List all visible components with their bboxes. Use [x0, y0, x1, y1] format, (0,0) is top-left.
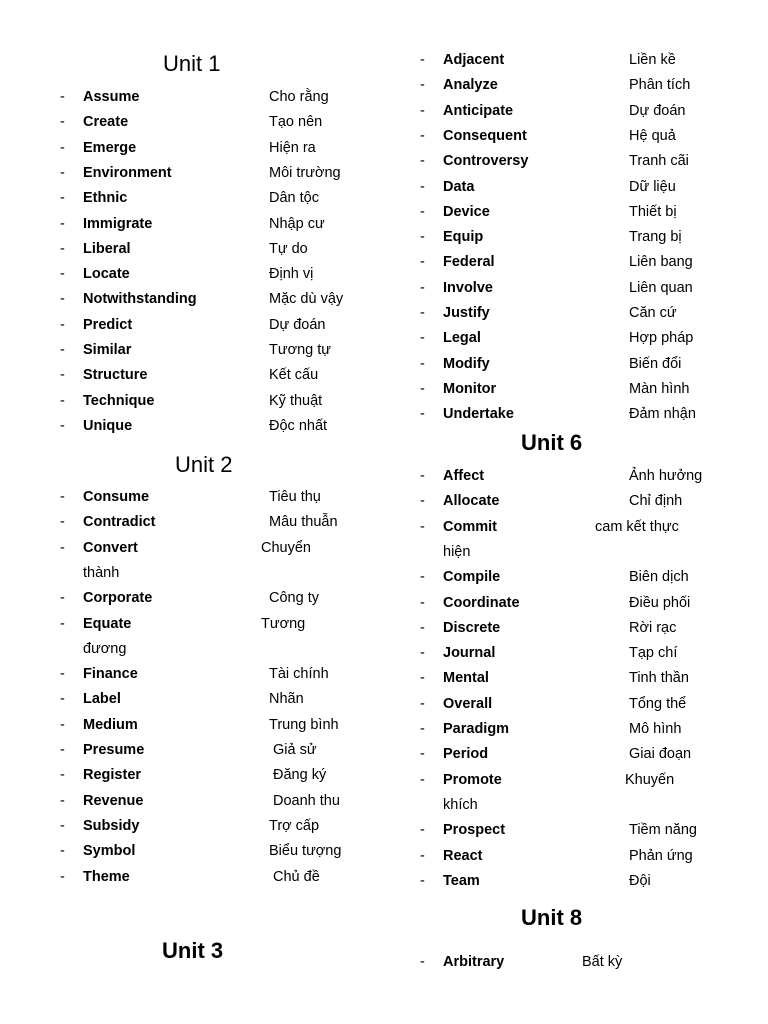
heading-unit-6: Unit 6 — [521, 430, 583, 455]
unit1-item-term: Locate — [83, 266, 130, 283]
unit6-item-meaning: Biên dịch — [629, 569, 689, 586]
unit2-item-term: Subsidy — [83, 817, 140, 834]
vocab-item-meaning: Hợp pháp — [629, 330, 694, 347]
unit8-item-term: Arbitrary — [443, 954, 505, 970]
heading-unit-3: Unit 3 — [162, 938, 224, 963]
unit6-item-term: Team — [443, 872, 480, 889]
vocab-item-meaning: Đảm nhận — [629, 406, 696, 423]
vocab-item-meaning: Hệ quả — [629, 127, 676, 144]
unit2-item-meaning: Tương — [261, 615, 306, 632]
vocab-item-bullet: - — [420, 254, 425, 271]
unit2-item-bullet: - — [60, 742, 65, 758]
unit2-item-meaning: Mâu thuẫn — [269, 514, 338, 531]
unit2-item-term: Presume — [83, 742, 145, 758]
vocab-item-bullet: - — [420, 355, 425, 372]
unit6-item-meaning: Phản ứng — [629, 847, 693, 864]
unit1-item-term: Unique — [83, 417, 133, 434]
unit2-item-term: Equate — [83, 615, 132, 632]
unit6-item-bullet: - — [420, 822, 425, 839]
unit1-item-meaning: Tương tự — [269, 342, 331, 358]
unit6-item-meaning: Tiềm năng — [629, 822, 697, 839]
unit2-item-term: Theme — [83, 868, 130, 885]
vocab-item-term: Device — [443, 203, 490, 220]
unit6-item-bullet: - — [420, 847, 425, 864]
unit2-item-bullet: - — [60, 615, 65, 632]
unit2-item-meaning: Giả sử — [273, 742, 317, 758]
unit2-item-bullet: - — [60, 868, 65, 885]
unit2-item-term: Convert — [83, 539, 138, 556]
unit6-item-term: Paradigm — [443, 721, 510, 737]
unit2-item-meaning: Tài chính — [269, 666, 329, 683]
unit1-item-bullet: - — [60, 316, 65, 333]
unit6-item-bullet: - — [420, 872, 425, 889]
unit6-item-term: React — [443, 847, 483, 864]
unit6-item-meaning-continued: hiện — [443, 543, 471, 560]
unit2-item-term: Consume — [83, 489, 150, 505]
vocab-item-meaning: Biến đổi — [629, 355, 682, 372]
unit6-item-meaning: Khuyến — [625, 771, 675, 788]
vocab-item-meaning: Phân tích — [629, 77, 691, 94]
vocab-item-bullet: - — [420, 330, 425, 347]
unit6-item-term: Prospect — [443, 822, 506, 839]
unit1-item-term: Create — [83, 114, 129, 131]
unit6-item-bullet: - — [420, 518, 425, 535]
unit1-item-term: Predict — [83, 316, 133, 333]
unit6-item-meaning: Tạp chí — [629, 645, 678, 662]
unit1-item-bullet: - — [60, 342, 65, 358]
vocab-item-term: Federal — [443, 254, 495, 271]
unit1-item-bullet: - — [60, 190, 65, 207]
unit6-item-bullet: - — [420, 645, 425, 662]
unit6-item-meaning: Đội — [629, 872, 651, 889]
unit1-item-term: Liberal — [83, 240, 131, 257]
unit1-item-meaning: Tự do — [269, 240, 308, 257]
unit1-item-term: Assume — [83, 89, 140, 105]
unit1-item-meaning: Dân tộc — [269, 190, 319, 207]
unit2-item-term: Contradict — [83, 514, 156, 531]
vocab-item-bullet: - — [420, 279, 425, 296]
unit1-item-bullet: - — [60, 89, 65, 105]
unit2-item-meaning: Trợ cấp — [269, 817, 320, 834]
unit2-item-bullet: - — [60, 691, 65, 708]
vocab-item-bullet: - — [420, 380, 425, 397]
vocab-item-bullet: - — [420, 178, 425, 195]
unit6-item-meaning: Điều phối — [629, 594, 691, 611]
unit1-item-bullet: - — [60, 139, 65, 156]
vocab-item-bullet: - — [420, 153, 425, 170]
unit1-item-bullet: - — [60, 367, 65, 384]
unit6-item-meaning: Chỉ định — [629, 493, 683, 510]
unit2-item-meaning: Công ty — [269, 590, 319, 607]
unit6-item-bullet: - — [420, 594, 425, 611]
heading-unit-8: Unit 8 — [521, 905, 583, 930]
unit6-item-meaning-continued: khích — [443, 796, 478, 813]
unit1-item-meaning: Định vị — [269, 266, 314, 283]
vocab-item-meaning: Màn hình — [629, 380, 690, 397]
vocab-item-term: Modify — [443, 355, 490, 372]
unit1-item-meaning: Tạo nên — [269, 114, 323, 131]
heading-unit-1: Unit 1 — [163, 51, 221, 76]
unit1-item-term: Emerge — [83, 139, 137, 156]
unit2-item-term: Revenue — [83, 792, 144, 809]
vocab-item-meaning: Tranh cãi — [629, 153, 689, 170]
unit6-item-bullet: - — [420, 493, 425, 510]
unit2-item-meaning: Chuyển — [261, 539, 311, 556]
unit1-item-meaning: Cho rằng — [269, 89, 329, 105]
vocab-item-term: Equip — [443, 229, 484, 246]
unit1-item-bullet: - — [60, 240, 65, 257]
unit2-item-term: Label — [83, 691, 121, 708]
vocab-item-term: Legal — [443, 330, 481, 347]
unit1-item-bullet: - — [60, 266, 65, 283]
vocab-item-meaning: Dự đoán — [629, 102, 686, 119]
unit2-item-meaning: Biểu tượng — [269, 843, 342, 860]
vocab-item-bullet: - — [420, 127, 425, 144]
unit6-item-term: Discrete — [443, 619, 501, 636]
unit6-item-bullet: - — [420, 569, 425, 586]
unit1-item-term: Technique — [83, 392, 155, 409]
unit6-item-meaning: Mô hình — [629, 721, 682, 737]
unit1-item-bullet: - — [60, 417, 65, 434]
unit2-item-term: Finance — [83, 666, 138, 683]
unit6-item-term: Commit — [443, 518, 497, 535]
vocab-item-bullet: - — [420, 203, 425, 220]
vocab-item-bullet: - — [420, 102, 425, 119]
unit6-item-bullet: - — [420, 721, 425, 737]
unit8-item-bullet: - — [420, 954, 425, 970]
vocab-item-term: Involve — [443, 279, 493, 296]
unit6-item-term: Promote — [443, 771, 502, 788]
unit6-item-term: Coordinate — [443, 594, 520, 611]
unit6-item-meaning: Rời rạc — [629, 619, 677, 636]
unit2-item-bullet: - — [60, 666, 65, 683]
vocab-item-meaning: Trang bị — [629, 229, 682, 246]
unit6-item-term: Compile — [443, 569, 501, 586]
vocab-item-meaning: Căn cứ — [629, 305, 677, 321]
unit2-item-meaning: Đăng ký — [273, 767, 327, 784]
unit6-item-meaning: Tinh thần — [629, 670, 689, 687]
vocab-item-term: Consequent — [443, 127, 527, 144]
unit6-item-bullet: - — [420, 746, 425, 763]
vocab-item-bullet: - — [420, 406, 425, 423]
unit2-item-term: Symbol — [83, 843, 136, 860]
vocab-item-term: Undertake — [443, 406, 514, 423]
unit2-item-meaning: Chủ đề — [273, 868, 320, 885]
unit1-item-term: Ethnic — [83, 190, 128, 207]
unit6-item-meaning: Ảnh hưởng — [629, 468, 703, 484]
vocab-item-term: Anticipate — [443, 102, 514, 119]
vocab-item-bullet: - — [420, 77, 425, 94]
vocab-item-meaning: Liên quan — [629, 279, 693, 296]
unit2-item-term: Register — [83, 767, 142, 784]
vocab-item-bullet: - — [420, 305, 425, 321]
unit2-item-bullet: - — [60, 514, 65, 531]
vocab-item-term: Data — [443, 178, 475, 195]
unit1-item-meaning: Mặc dù vậy — [269, 291, 344, 308]
vocab-item-term: Controversy — [443, 153, 529, 170]
unit1-item-meaning: Kết cấu — [269, 367, 319, 384]
unit2-item-term: Corporate — [83, 590, 153, 607]
unit2-item-bullet: - — [60, 767, 65, 784]
unit1-item-meaning: Dự đoán — [269, 316, 326, 333]
unit2-item-meaning: Trung bình — [269, 716, 339, 733]
unit6-item-meaning: cam kết thực — [595, 518, 679, 535]
unit2-item-meaning: Doanh thu — [273, 792, 340, 809]
unit1-item-bullet: - — [60, 291, 65, 308]
unit6-item-term: Mental — [443, 670, 489, 687]
unit6-item-term: Overall — [443, 695, 493, 712]
vocab-item-bullet: - — [420, 229, 425, 246]
unit2-item-bullet: - — [60, 817, 65, 834]
unit6-item-term: Allocate — [443, 493, 500, 510]
vocab-item-term: Monitor — [443, 380, 497, 397]
unit2-item-bullet: - — [60, 539, 65, 556]
vocab-item-term: Justify — [443, 305, 490, 321]
unit6-item-bullet: - — [420, 670, 425, 687]
unit6-item-bullet: - — [420, 771, 425, 788]
unit1-item-meaning: Môi trường — [269, 164, 341, 181]
unit2-item-meaning: Nhãn — [269, 691, 304, 708]
unit2-item-bullet: - — [60, 590, 65, 607]
unit6-item-meaning: Giai đoạn — [629, 746, 692, 763]
vocab-item-bullet: - — [420, 52, 425, 68]
vocab-item-meaning: Thiết bị — [629, 203, 677, 220]
heading-unit-2: Unit 2 — [175, 452, 233, 477]
unit2-item-bullet: - — [60, 843, 65, 860]
unit1-item-bullet: - — [60, 215, 65, 232]
unit1-item-meaning: Hiện ra — [269, 139, 316, 156]
unit2-item-meaning-continued: thành — [83, 564, 120, 581]
unit6-item-term: Journal — [443, 645, 496, 662]
unit6-item-term: Affect — [443, 468, 485, 484]
unit1-item-meaning: Độc nhất — [269, 417, 328, 434]
vocab-item-meaning: Liền kề — [629, 52, 676, 68]
unit2-item-meaning-continued: đương — [83, 640, 127, 657]
vocab-item-meaning: Dữ liệu — [629, 178, 676, 195]
unit1-item-meaning: Kỹ thuật — [269, 392, 323, 409]
unit1-item-bullet: - — [60, 164, 65, 181]
unit2-item-meaning: Tiêu thụ — [269, 489, 321, 505]
unit1-item-term: Structure — [83, 367, 148, 384]
unit6-item-term: Period — [443, 746, 489, 763]
unit6-item-bullet: - — [420, 695, 425, 712]
unit2-item-term: Medium — [83, 716, 138, 733]
unit1-item-bullet: - — [60, 114, 65, 131]
unit2-item-bullet: - — [60, 792, 65, 809]
unit1-item-meaning: Nhập cư — [269, 215, 325, 232]
unit6-item-meaning: Tổng thể — [629, 695, 687, 712]
vocab-item-meaning: Liên bang — [629, 254, 693, 271]
unit1-item-term: Environment — [83, 164, 172, 181]
unit1-item-term: Immigrate — [83, 215, 153, 232]
unit2-item-bullet: - — [60, 489, 65, 505]
unit6-item-bullet: - — [420, 468, 425, 484]
unit6-item-bullet: - — [420, 619, 425, 636]
vocab-item-term: Analyze — [443, 77, 498, 94]
unit8-item-meaning: Bất kỳ — [582, 954, 623, 970]
unit2-item-bullet: - — [60, 716, 65, 733]
unit1-item-term: Similar — [83, 342, 132, 358]
vocab-item-term: Adjacent — [443, 52, 505, 68]
unit1-item-term: Notwithstanding — [83, 291, 197, 308]
unit1-item-bullet: - — [60, 392, 65, 409]
